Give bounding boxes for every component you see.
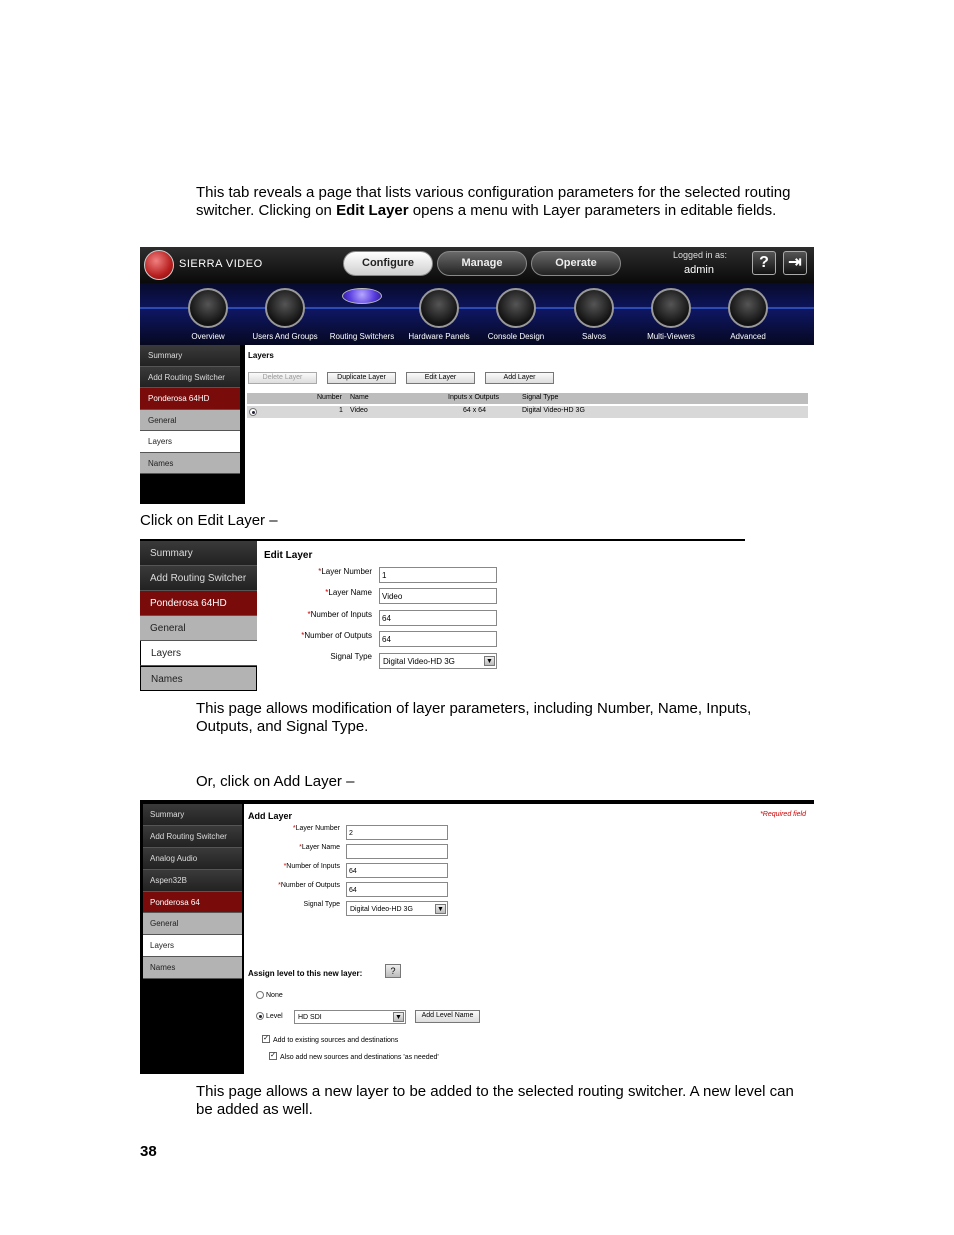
sidebar-item-names[interactable]: Names	[140, 453, 240, 475]
required-mark: *	[307, 610, 311, 619]
edit-layer-button[interactable]: Edit Layer	[406, 372, 475, 384]
layer-number-input[interactable]: 2	[346, 825, 448, 840]
sidebar-item-general[interactable]: General	[140, 410, 240, 432]
layer-name-input[interactable]: Video	[379, 588, 497, 604]
user-name: admin	[684, 264, 714, 276]
sidebar-item-layers[interactable]: Layers	[140, 641, 257, 666]
edit-layer-screenshot	[140, 539, 745, 691]
signal-type-select[interactable]	[379, 653, 497, 669]
intro-text-2: opens a menu with Layer parameters in editable fields.	[408, 202, 777, 219]
level-value: HD SDI	[298, 1014, 322, 1021]
cell-number: 1	[339, 407, 343, 414]
intro-bold: Edit Layer	[336, 202, 409, 219]
caption-add: Or, click on Add Layer –	[196, 773, 355, 790]
signal-type-select[interactable]	[346, 901, 448, 916]
level-label: Level	[266, 1013, 283, 1020]
nav-console-button[interactable]	[496, 288, 536, 328]
brand-name: SIERRA VIDEO	[179, 258, 263, 270]
row-select-radio[interactable]	[249, 408, 257, 416]
page-number: 38	[140, 1143, 157, 1160]
level-select[interactable]	[294, 1010, 406, 1024]
required-note: *Required field	[760, 811, 806, 818]
nav-multiviewers-button[interactable]	[651, 288, 691, 328]
delete-layer-button[interactable]: Delete Layer	[248, 372, 317, 384]
para-edit: This page allows modification of layer parameters, including Number, Name, Inputs, Outputs, and Signal Type.	[196, 700, 752, 735]
para-add: This page allows a new layer to be added to the selected routing switcher. A new level can be added as well.	[196, 1083, 794, 1118]
label-text: Number of Outputs	[304, 631, 372, 640]
signal-type-label: Signal Type	[330, 652, 372, 661]
field-label	[254, 863, 340, 870]
sidebar-item-names[interactable]: Names	[140, 666, 257, 691]
nav-label: Overview	[191, 332, 225, 341]
none-radio[interactable]	[256, 991, 264, 999]
signal-type-label: Signal Type	[303, 901, 340, 908]
label-text: Layer Name	[301, 844, 340, 851]
add-new-label: Also add new sources and destinations 'as needed'	[280, 1054, 439, 1061]
chevron-down-icon: ▼	[484, 656, 495, 666]
sidebar-item-summary[interactable]: Summary	[143, 804, 242, 826]
nav-routing-button[interactable]	[342, 288, 382, 304]
none-label: None	[266, 992, 283, 999]
sidebar-item-summary[interactable]: Summary	[140, 345, 240, 367]
sidebar-item-names[interactable]: Names	[143, 957, 242, 979]
duplicate-layer-button[interactable]: Duplicate Layer	[327, 372, 396, 384]
signal-type-value: Digital Video-HD 3G	[350, 906, 413, 913]
sidebar-item-layers[interactable]: Layers	[143, 935, 242, 957]
nav-advanced-button[interactable]	[728, 288, 768, 328]
assign-level-label: Assign level to this new layer:	[248, 969, 363, 978]
col-number: Number	[317, 394, 342, 401]
intro-text-1: This tab reveals a page that lists various configuration parameters for the selected routing switcher. Clicking on	[196, 184, 791, 219]
layer-name-input[interactable]	[346, 844, 448, 859]
page-title: Layers	[248, 351, 274, 360]
logged-in-label: Logged in as:	[673, 250, 728, 260]
help-icon[interactable]: ?	[385, 964, 401, 978]
nav-label: Console Design	[487, 332, 545, 341]
operate-button[interactable]: Operate	[531, 251, 621, 276]
nav-label: Users And Groups	[252, 332, 318, 341]
nav-salvos-button[interactable]	[574, 288, 614, 328]
nav-label: Salvos	[581, 332, 606, 341]
cell-io: 64 x 64	[463, 407, 486, 414]
field-label	[280, 631, 372, 640]
nav-hardware-button[interactable]	[419, 288, 459, 328]
col-signal: Signal Type	[522, 394, 559, 401]
nav-label: Advanced	[730, 332, 766, 341]
add-layer-button[interactable]: Add Layer	[485, 372, 554, 384]
layer-number-input[interactable]: 1	[379, 567, 497, 583]
form-title: Edit Layer	[264, 550, 313, 561]
outputs-input[interactable]: 64	[346, 882, 448, 897]
add-existing-label: Add to existing sources and destinations	[273, 1037, 399, 1044]
label-text: Layer Number	[295, 825, 340, 832]
field-label	[280, 610, 372, 619]
field-label	[254, 882, 340, 889]
required-mark: *	[278, 882, 281, 889]
nav-overview-button[interactable]	[188, 288, 228, 328]
add-new-checkbox[interactable]: ✓	[270, 1052, 276, 1059]
intro-paragraph	[196, 184, 816, 220]
required-mark: *	[318, 567, 322, 576]
cell-signal: Digital Video-HD 3G	[522, 407, 585, 414]
sierra-logo-icon	[144, 250, 174, 280]
sidebar-item-summary[interactable]: Summary	[140, 541, 257, 566]
col-io: Inputs x Outputs	[448, 394, 499, 401]
sidebar-item-add-routing-switcher[interactable]: Add Routing Switcher	[143, 826, 242, 848]
sidebar	[140, 541, 257, 691]
configure-button[interactable]: Configure	[343, 251, 433, 276]
field-label	[280, 588, 372, 597]
label-text: Number of Inputs	[310, 610, 372, 619]
sidebar-item-ponderosa[interactable]: Ponderosa 64HD	[140, 591, 257, 616]
table-row[interactable]	[247, 406, 808, 418]
add-layer-panel	[244, 804, 814, 1074]
required-mark: *	[325, 588, 329, 597]
outputs-input[interactable]: 64	[379, 631, 497, 647]
nav-label: Hardware Panels	[408, 332, 470, 341]
sidebar-item-ponderosa[interactable]: Ponderosa 64HD	[140, 388, 240, 410]
sidebar-item-ponderosa[interactable]: Ponderosa 64	[143, 892, 242, 914]
top-bar	[140, 247, 814, 283]
nav-users-button[interactable]	[265, 288, 305, 328]
cell-name: Video	[350, 407, 368, 414]
sidebar-item-general[interactable]: General	[143, 913, 242, 935]
sidebar-item-layers[interactable]: Layers	[140, 431, 240, 453]
level-radio[interactable]	[256, 1012, 264, 1020]
col-name: Name	[350, 394, 369, 401]
required-mark: *	[283, 863, 287, 870]
nav-label: Routing Switchers	[329, 332, 395, 341]
sidebar-item-analog-audio[interactable]: Analog Audio	[143, 848, 242, 870]
logout-icon[interactable]: ⇥	[783, 251, 807, 275]
field-label	[254, 825, 340, 832]
required-mark: *	[292, 825, 296, 832]
help-icon[interactable]: ?	[752, 251, 776, 275]
label-text: Layer Number	[321, 567, 372, 576]
form-title: Add Layer	[248, 811, 293, 821]
sidebar	[140, 345, 240, 474]
sidebar-item-add-routing-switcher[interactable]: Add Routing Switcher	[140, 566, 257, 591]
caption-edit: Click on Edit Layer –	[140, 512, 278, 529]
main-nav	[140, 283, 814, 345]
layers-panel	[245, 345, 814, 504]
signal-type-value: Digital Video-HD 3G	[383, 657, 455, 666]
inputs-input[interactable]: 64	[379, 610, 497, 626]
table-header	[247, 393, 808, 404]
nav-label: Multi-Viewers	[647, 332, 695, 341]
chevron-down-icon: ▼	[393, 1012, 404, 1022]
sidebar-item-aspen[interactable]: Aspen32B	[143, 870, 242, 892]
label-text: Number of Inputs	[286, 863, 340, 870]
add-level-name-button[interactable]: Add Level Name	[415, 1010, 480, 1023]
add-layer-screenshot	[140, 800, 814, 1074]
field-label	[280, 567, 372, 576]
label-text: Layer Name	[328, 588, 372, 597]
field-label	[254, 844, 340, 851]
manage-button[interactable]: Manage	[437, 251, 527, 276]
add-existing-checkbox[interactable]: ✓	[263, 1035, 269, 1042]
inputs-input[interactable]: 64	[346, 863, 448, 878]
sidebar-item-add-routing-switcher[interactable]: Add Routing Switcher	[140, 367, 240, 389]
required-mark: *	[299, 844, 302, 851]
layers-screenshot	[140, 247, 814, 504]
sidebar-item-general[interactable]: General	[140, 616, 257, 641]
label-text: Number of Outputs	[280, 882, 340, 889]
chevron-down-icon: ▼	[435, 904, 446, 914]
required-mark: *	[301, 631, 305, 640]
sidebar	[143, 804, 242, 979]
